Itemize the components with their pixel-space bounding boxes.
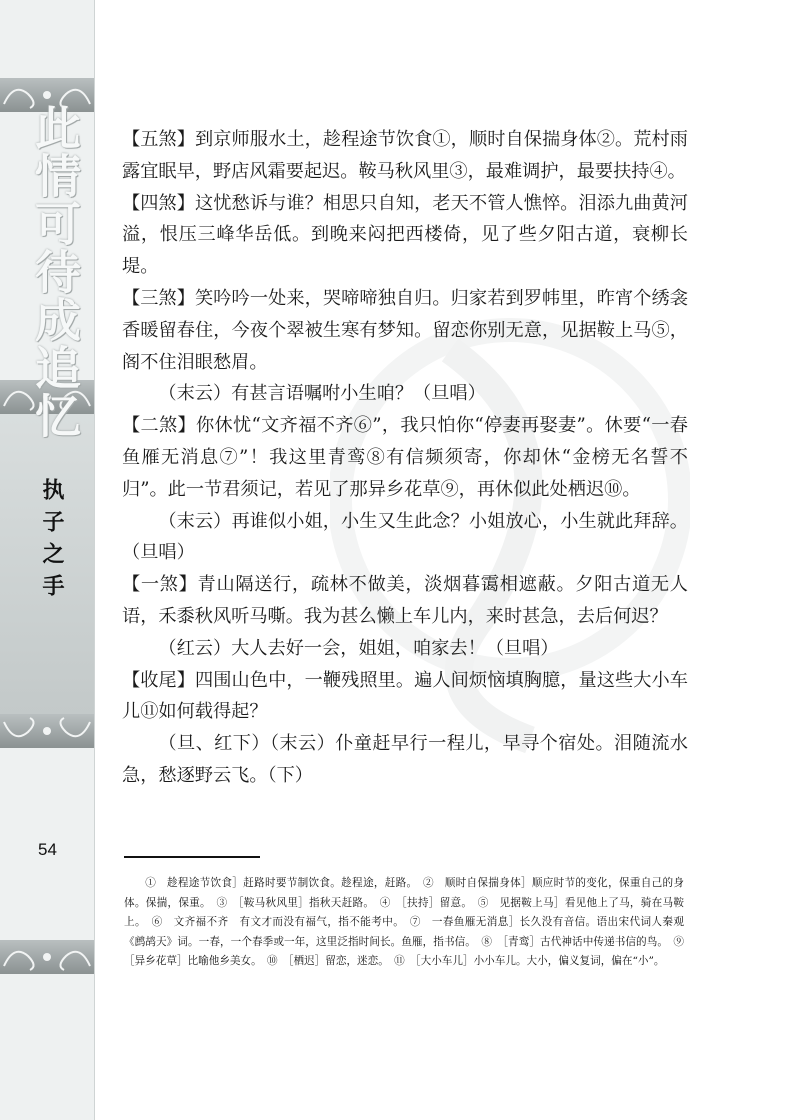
bottom-ornament-band (0, 940, 94, 974)
footnotes (124, 874, 695, 972)
lyrics-body (122, 124, 688, 792)
footnote-rule (124, 856, 260, 858)
lyric-paragraph: 【五煞】到京师服水土，趁程途节饮食①，顺时自保揣身体②。荒村雨露宜眠早，野店风霜要起迟。鞍马秋风里③，最难调护，最要扶持④。 (122, 129, 688, 182)
book-vertical-title: 此情可待成追忆 (28, 104, 82, 440)
stage-direction: （末云）再谁似小姐，小生又生此念？小姐放心，小生就此拜辞。（旦唱） (122, 510, 688, 564)
margin-divider (94, 0, 95, 1120)
stage-direction: （红云）大人去好一会，姐姐，咱家去！（旦唱） (158, 637, 559, 659)
page-number: 54 (38, 840, 57, 859)
lyric-paragraph: 【四煞】这忧愁诉与谁？相思只自知，老天不管人憔悴。泪添九曲黄河溢，恨压三峰华岳低。到晚来闷把西楼倚，见了些夕阳古道，衰柳长堤。 (122, 192, 688, 278)
lyric-paragraph: 【二煞】你休忧“文齐福不齐⑥”，我只怕你“停妻再娶妻”。休要“一春鱼雁无消息⑦”！我这里青鸾⑧有信频须寄，你却休“金榜无名誓不归”。此一节君须记，若见了那异乡花草⑨，再休似此处栖迟⑩。 (122, 415, 688, 500)
scroll-ornament-icon (0, 714, 94, 748)
stage-direction: （末云）有甚言语嘱咐小生咱？（旦唱） (158, 383, 486, 405)
footnote-text: ① 趁程途节饮食］赶路时要节制饮食。趁程途，赶路。 ② 顺时自保揣身体］顺应时节的变化，保重自己的身体。保揣，保重。 ③ ［鞍马秋风里］指秋天赶路。 ④ ［扶持］留意。 ⑤ 见据鞍上马］看见他上了马，骑在马鞍上。 ⑥ 文齐福不齐 有文才而没有福气，指不能考中。 ⑦ 一春鱼雁无消息］长久没有音信。语出宋代词人秦观《鹧鸪天》词。一春，一个春季或一年，这里泛指时间长。鱼雁，指书信。 ⑧ ［青鸾］古代神话中传递书信的鸟。 ⑨ ［异乡花草］比喻他乡美女。 ⑩ ［栖迟］留恋，迷恋。 ⑪ ［大小车儿］小小车儿。大小，偏义复词，偏在“小”。 (124, 877, 695, 967)
lyric-paragraph: 【一煞】青山隔送行，疏林不做美，淡烟暮霭相遮蔽。夕阳古道无人语，禾黍秋风听马嘶。我为甚么懒上车儿内，来时甚急，去后何迟？ (122, 574, 688, 627)
mid-ornament-band-bottom (0, 714, 94, 748)
lyric-paragraph: 【收尾】四围山色中，一鞭残照里。遍人间烦恼填胸臆，量这些大小车儿⑪如何载得起？ (122, 669, 688, 723)
section-title: 执子之手 (39, 478, 65, 606)
lyric-paragraph: 【三煞】笑吟吟一处来，哭啼啼独自归。归家若到罗帏里，昨宵个绣衾香暖留春住，今夜个翠被生寒有梦知。留恋你别无意，见据鞍上马⑤，阁不住泪眼愁眉。 (122, 287, 688, 373)
scroll-ornament-icon (0, 940, 94, 974)
stage-direction: （旦、红下）（末云）仆童赶早行一程儿，早寻个宿处。泪随流水急，愁逐野云飞。（下） (122, 733, 688, 786)
